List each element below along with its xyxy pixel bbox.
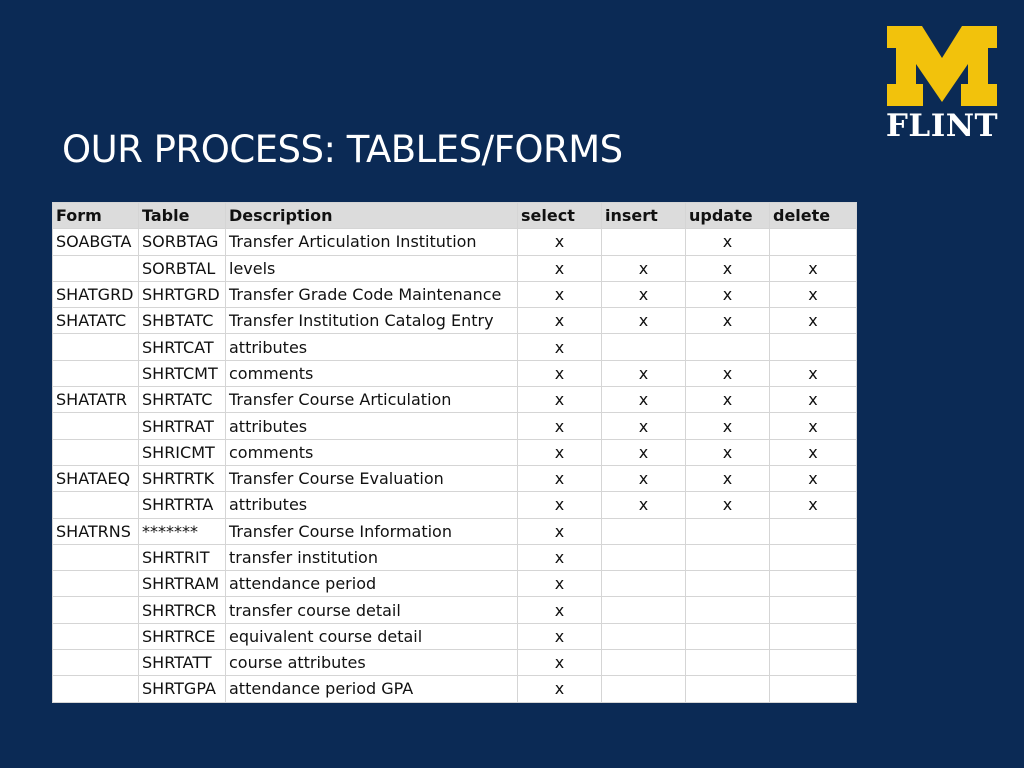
cell-form: SHATAEQ (53, 465, 139, 491)
table-row (53, 255, 857, 281)
cell-insert: x (602, 465, 686, 491)
cell-form (53, 597, 139, 623)
tables-forms-table (52, 202, 857, 703)
cell-form: SHATRNS (53, 518, 139, 544)
cell-table: SHRTRAM (139, 571, 226, 597)
cell-update: x (686, 255, 770, 281)
cell-select: x (518, 255, 602, 281)
cell-update: x (686, 492, 770, 518)
cell-table: SHRTRAT (139, 413, 226, 439)
cell-update (686, 597, 770, 623)
cell-select: x (518, 360, 602, 386)
cell-delete: x (770, 308, 857, 334)
cell-form: SOABGTA (53, 229, 139, 255)
cell-update (686, 623, 770, 649)
cell-insert: x (602, 387, 686, 413)
cell-table: SHBTATC (139, 308, 226, 334)
cell-description: attendance period GPA (226, 676, 518, 702)
cell-delete: x (770, 413, 857, 439)
cell-select: x (518, 623, 602, 649)
cell-table: SORBTAL (139, 255, 226, 281)
cell-form: SHATATR (53, 387, 139, 413)
cell-insert: x (602, 281, 686, 307)
cell-description: attributes (226, 413, 518, 439)
header-delete: delete (770, 203, 857, 229)
cell-insert (602, 544, 686, 570)
cell-update (686, 334, 770, 360)
cell-select: x (518, 544, 602, 570)
table-row (53, 676, 857, 702)
table-row (53, 281, 857, 307)
cell-select: x (518, 439, 602, 465)
cell-insert (602, 334, 686, 360)
header-description: Description (226, 203, 518, 229)
cell-form (53, 571, 139, 597)
cell-description: Transfer Articulation Institution (226, 229, 518, 255)
cell-form (53, 544, 139, 570)
cell-update: x (686, 360, 770, 386)
cell-form (53, 439, 139, 465)
cell-update: x (686, 439, 770, 465)
cell-table: SHRTRIT (139, 544, 226, 570)
cell-table: SHRTATC (139, 387, 226, 413)
cell-delete: x (770, 439, 857, 465)
cell-select: x (518, 308, 602, 334)
table-row (53, 544, 857, 570)
cell-update: x (686, 465, 770, 491)
table-row (53, 334, 857, 360)
table-row (53, 650, 857, 676)
cell-description: Transfer Course Evaluation (226, 465, 518, 491)
cell-insert (602, 571, 686, 597)
cell-insert: x (602, 413, 686, 439)
cell-select: x (518, 518, 602, 544)
cell-update: x (686, 387, 770, 413)
cell-delete (770, 650, 857, 676)
cell-insert (602, 229, 686, 255)
cell-form (53, 676, 139, 702)
cell-delete: x (770, 360, 857, 386)
cell-description: Transfer Course Articulation (226, 387, 518, 413)
cell-description: Transfer Course Information (226, 518, 518, 544)
table-header-row (53, 203, 857, 229)
cell-description: levels (226, 255, 518, 281)
cell-select: x (518, 387, 602, 413)
cell-insert (602, 597, 686, 623)
cell-table: SHRTATT (139, 650, 226, 676)
cell-form (53, 334, 139, 360)
cell-delete (770, 597, 857, 623)
table-row (53, 308, 857, 334)
header-select: select (518, 203, 602, 229)
cell-table: SHRTCMT (139, 360, 226, 386)
cell-table: SHRTRTK (139, 465, 226, 491)
cell-select: x (518, 413, 602, 439)
header-update: update (686, 203, 770, 229)
table-row (53, 360, 857, 386)
slide-title: OUR PROCESS: TABLES/FORMS (62, 128, 623, 171)
cell-update: x (686, 308, 770, 334)
table-row (53, 492, 857, 518)
cell-delete (770, 229, 857, 255)
cell-delete (770, 544, 857, 570)
cell-table: ******* (139, 518, 226, 544)
cell-select: x (518, 676, 602, 702)
umich-flint-logo (884, 24, 1000, 144)
cell-select: x (518, 334, 602, 360)
table-row (53, 518, 857, 544)
table-row (53, 571, 857, 597)
cell-form: SHATGRD (53, 281, 139, 307)
cell-update (686, 544, 770, 570)
header-table: Table (139, 203, 226, 229)
cell-insert (602, 650, 686, 676)
cell-select: x (518, 492, 602, 518)
cell-select: x (518, 650, 602, 676)
cell-select: x (518, 571, 602, 597)
cell-table: SHRICMT (139, 439, 226, 465)
cell-select: x (518, 281, 602, 307)
cell-update (686, 650, 770, 676)
cell-delete: x (770, 255, 857, 281)
cell-table: SHRTCAT (139, 334, 226, 360)
table-row (53, 413, 857, 439)
cell-insert: x (602, 308, 686, 334)
cell-table: SORBTAG (139, 229, 226, 255)
cell-insert: x (602, 360, 686, 386)
table-row (53, 465, 857, 491)
cell-update: x (686, 229, 770, 255)
cell-delete: x (770, 281, 857, 307)
cell-update (686, 518, 770, 544)
cell-insert: x (602, 439, 686, 465)
cell-table: SHRTGRD (139, 281, 226, 307)
header-form: Form (53, 203, 139, 229)
cell-table: SHRTGPA (139, 676, 226, 702)
cell-form: SHATATC (53, 308, 139, 334)
table-row (53, 387, 857, 413)
cell-form (53, 650, 139, 676)
cell-form (53, 413, 139, 439)
cell-description: attendance period (226, 571, 518, 597)
cell-description: Transfer Institution Catalog Entry (226, 308, 518, 334)
table-row (53, 439, 857, 465)
cell-insert: x (602, 255, 686, 281)
cell-table: SHRTRCR (139, 597, 226, 623)
cell-insert: x (602, 492, 686, 518)
cell-update: x (686, 281, 770, 307)
tables-forms-table-container (52, 202, 856, 703)
table-row (53, 623, 857, 649)
cell-description: attributes (226, 492, 518, 518)
header-insert: insert (602, 203, 686, 229)
cell-delete: x (770, 492, 857, 518)
table-row (53, 597, 857, 623)
cell-insert (602, 623, 686, 649)
cell-description: transfer course detail (226, 597, 518, 623)
cell-table: SHRTRCE (139, 623, 226, 649)
cell-description: attributes (226, 334, 518, 360)
cell-delete (770, 518, 857, 544)
cell-delete (770, 334, 857, 360)
cell-update: x (686, 413, 770, 439)
cell-delete: x (770, 387, 857, 413)
cell-update (686, 676, 770, 702)
cell-update (686, 571, 770, 597)
cell-delete (770, 623, 857, 649)
cell-delete (770, 571, 857, 597)
logo-wordmark: FLINT (885, 108, 999, 144)
table-row (53, 229, 857, 255)
cell-insert (602, 676, 686, 702)
cell-description: comments (226, 439, 518, 465)
cell-description: transfer institution (226, 544, 518, 570)
cell-form (53, 492, 139, 518)
table-body (53, 229, 857, 702)
cell-select: x (518, 465, 602, 491)
cell-table: SHRTRTA (139, 492, 226, 518)
block-m-logo-icon (884, 24, 1000, 108)
cell-form (53, 255, 139, 281)
cell-select: x (518, 597, 602, 623)
cell-description: comments (226, 360, 518, 386)
cell-description: course attributes (226, 650, 518, 676)
cell-delete: x (770, 465, 857, 491)
cell-description: equivalent course detail (226, 623, 518, 649)
cell-select: x (518, 229, 602, 255)
cell-insert (602, 518, 686, 544)
cell-form (53, 360, 139, 386)
cell-form (53, 623, 139, 649)
cell-delete (770, 676, 857, 702)
cell-description: Transfer Grade Code Maintenance (226, 281, 518, 307)
